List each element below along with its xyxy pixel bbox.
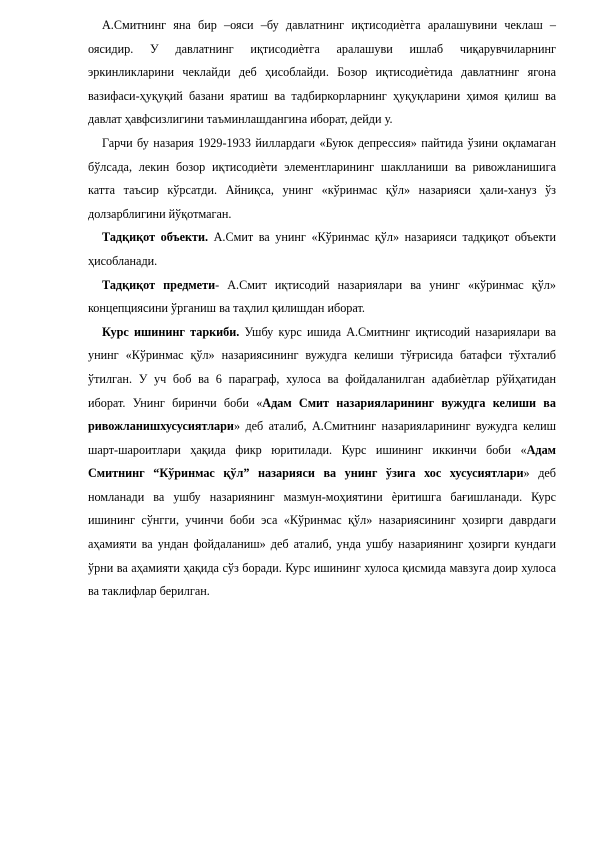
research-subject-heading: Тадқиқот предмети (102, 277, 216, 292)
paragraph-course-structure (88, 321, 556, 604)
paragraph-text: Гарчи бу назария 1929-1933 йиллардаги «Буюк депрессия» пайтида ўзини оқламаган бўлсада, лекин бозор иқтисодиѐти элементларининг шаклланиши ва ривожланишига катта таъсир кўрсатди. Айниқса, унинг «кўринмас қўл» назарияси ҳали-хануз ўз долзарблигини йўқотмаган. (88, 135, 556, 221)
paragraph-text: А.Смит ва унинг «Кўринмас қўл» назарияси тадқиқот объекти ҳисобланади. (88, 230, 557, 268)
course-structure-heading: Курс ишининг таркиби. (102, 324, 240, 339)
paragraph-text: » деб номланади ва ушбу назариянинг мазмун-моҳиятини ѐритишга бағишланади. Курс ишининг сўнгги, учинчи боби эса «Кўринмас қўл» назариясининг ҳозирги даврдаги аҳамияти ва ундан фойдаланиш» деб аталиб, унда ушбу назариянинг ҳозирги кундаги ўрни ва аҳамияти ҳақида сўз боради. Курс ишининг хулоса қисмида мавзуга доир хулоса ва таклифлар берилган. (88, 466, 556, 599)
paragraph-text: Ушбу курс ишида А.Смитнинг иқтисодий назариялари ва унинг «Кўринмас қўл» назариясининг вужудга келиши тўғрисида батафси тўхталиб ўтилган. У уч боб ва 6 параграф, хулоса ва фойдаланилган адабиѐтлар рўйҳатидан иборат. Унинг биринчи боби « (88, 324, 557, 410)
paragraph-text: А.Смитнинг яна бир –ояси –бу давлатнинг иқтисодиѐтга аралашувини чеклаш –оясидир. У давлатнинг иқтисодиѐтга аралашуви ишлаб чиқарувчиларнинг эркинликларини чеклайди деб ҳисоблайди. Бозор иқтисодиѐтида давлатнинг ягона вазифаси-ҳуқуқий базани яратиш ва тадбиркорларнинг ҳуқуқларини ҳимоя қилиш ва давлат ҳавфсизлигини таъминлашдангина иборат, дейди у. (88, 18, 556, 127)
paragraph-research-subject (88, 274, 556, 321)
document-body (88, 14, 556, 604)
paragraph-text: » деб аталиб, А.Смитнинг назарияларининг вужудга келиш шарт-шароитлари ҳақида фикр юритилади. Курс ишининг иккинчи боби « (88, 419, 556, 457)
paragraph-research-object (88, 226, 556, 273)
paragraph-great-depression (88, 132, 556, 226)
paragraph-state-intervention (88, 14, 556, 132)
paragraph-text: - А.Смит иқтисодий назариялари ва унинг «кўринмас қўл» концепциясини ўрганиш ва таҳлил қилишдан иборат. (88, 277, 556, 316)
chapter-two-title: Адам Смитнинг “Кўринмас қўл” назарияси ва унинг ўзига хос хусусиятлари (88, 442, 556, 481)
research-object-heading: Тадқиқот объекти. (102, 230, 209, 245)
chapter-one-title: Адам Смит назарияларининг вужудга келиши ва ривожланишхусусиятлари (88, 395, 556, 434)
